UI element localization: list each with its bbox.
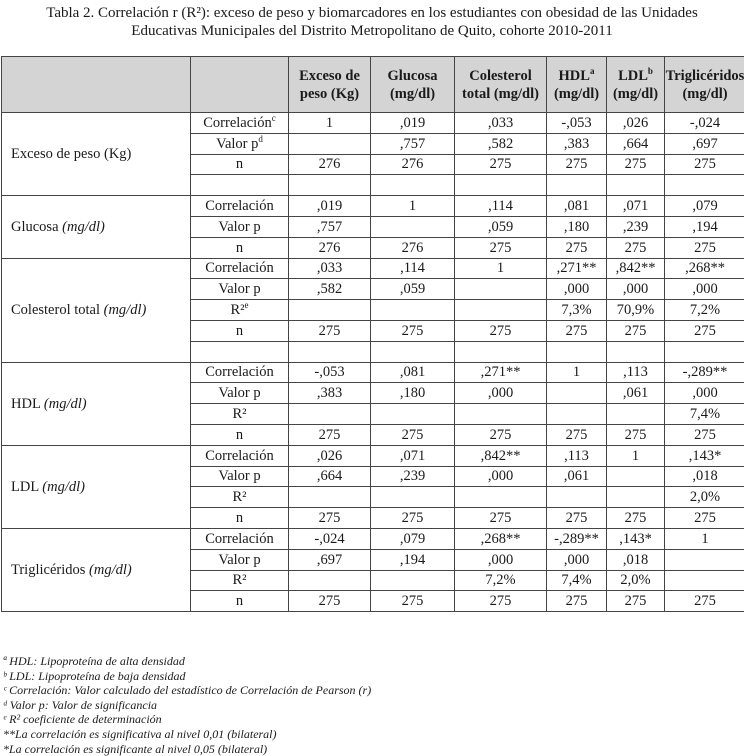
table-cell: 2,0% bbox=[607, 570, 665, 591]
stat-superscript: c bbox=[272, 113, 276, 123]
table-cell: ,061 bbox=[607, 383, 665, 404]
table-cell: ,000 bbox=[547, 279, 607, 300]
table-cell: ,271** bbox=[547, 258, 607, 279]
table-cell: -,053 bbox=[289, 362, 371, 383]
table-cell: ,071 bbox=[371, 445, 455, 466]
group-label-unit: (mg/dl) bbox=[42, 479, 85, 495]
stat-label bbox=[191, 591, 289, 612]
group-label-unit: (mg/dl) bbox=[104, 302, 147, 318]
table-cell: ,000 bbox=[607, 279, 665, 300]
group-label-text: Glucosa bbox=[11, 219, 59, 235]
table-cell: ,842** bbox=[455, 445, 547, 466]
correlation-table bbox=[1, 56, 744, 612]
group-label-text: Colesterol total bbox=[11, 302, 100, 318]
header-hdl-sup: a bbox=[590, 66, 595, 76]
table-body bbox=[2, 113, 744, 612]
table-cell bbox=[547, 341, 607, 362]
table-cell: ,061 bbox=[547, 466, 607, 487]
table-cell: 1 bbox=[371, 196, 455, 217]
header-trigliceridos: Triglicéridos (mg/dl) bbox=[665, 57, 744, 113]
stat-label-text: n bbox=[236, 593, 243, 609]
stat-label-text: Correlación bbox=[205, 531, 273, 547]
table-cell: 275 bbox=[607, 424, 665, 445]
stat-label bbox=[191, 528, 289, 549]
header-exceso-peso: Exceso de peso (Kg) bbox=[289, 57, 371, 113]
table-cell bbox=[371, 487, 455, 508]
table-cell: ,239 bbox=[607, 216, 665, 237]
table-cell bbox=[289, 487, 371, 508]
table-cell: 275 bbox=[371, 320, 455, 341]
table-cell: 275 bbox=[547, 591, 607, 612]
stat-label bbox=[191, 113, 289, 134]
stat-label bbox=[191, 362, 289, 383]
table-cell: 275 bbox=[607, 508, 665, 529]
table-cell: ,019 bbox=[289, 196, 371, 217]
table-cell: 275 bbox=[371, 591, 455, 612]
table-cell: ,180 bbox=[547, 216, 607, 237]
stat-label bbox=[191, 216, 289, 237]
stat-label-text: Correlación bbox=[205, 198, 273, 214]
stat-label bbox=[191, 404, 289, 425]
table-cell: ,268** bbox=[455, 528, 547, 549]
table-cell bbox=[289, 341, 371, 362]
stat-label bbox=[191, 320, 289, 341]
stat-label-text: Correlación bbox=[203, 115, 271, 131]
table-cell: 275 bbox=[665, 154, 744, 175]
table-cell: ,033 bbox=[455, 113, 547, 134]
table-cell: ,143* bbox=[665, 445, 744, 466]
table-cell: 275 bbox=[665, 508, 744, 529]
table-cell: 276 bbox=[289, 237, 371, 258]
table-cell: ,194 bbox=[665, 216, 744, 237]
stat-superscript: d bbox=[258, 134, 263, 144]
table-cell bbox=[665, 549, 744, 570]
stat-label bbox=[191, 133, 289, 154]
stat-label bbox=[191, 300, 289, 321]
table-cell: 275 bbox=[665, 591, 744, 612]
header-hdl-label: HDL bbox=[559, 68, 590, 84]
table-cell: -,024 bbox=[289, 528, 371, 549]
table-cell: 275 bbox=[547, 237, 607, 258]
group-label-unit: (mg/dl) bbox=[44, 396, 87, 412]
table-cell: ,697 bbox=[665, 133, 744, 154]
table-cell: 7,4% bbox=[547, 570, 607, 591]
table-cell: 275 bbox=[455, 424, 547, 445]
table-row bbox=[2, 445, 744, 466]
stat-label-text: Valor p bbox=[218, 219, 260, 235]
header-row bbox=[2, 57, 744, 113]
table-cell bbox=[547, 404, 607, 425]
stat-label-text: Correlación bbox=[205, 448, 273, 464]
table-cell: 275 bbox=[289, 591, 371, 612]
table-cell: 275 bbox=[607, 237, 665, 258]
table-cell: ,079 bbox=[371, 528, 455, 549]
table-cell: ,114 bbox=[371, 258, 455, 279]
stat-label-text: n bbox=[236, 427, 243, 443]
table-cell: 275 bbox=[289, 508, 371, 529]
table-cell: 276 bbox=[289, 154, 371, 175]
header-colesterol: Colesterol total (mg/dl) bbox=[455, 57, 547, 113]
header-glucosa: Glucosa (mg/dl) bbox=[371, 57, 455, 113]
table-cell bbox=[371, 341, 455, 362]
table-cell: ,664 bbox=[607, 133, 665, 154]
table-cell bbox=[371, 404, 455, 425]
stat-label-text: R² bbox=[232, 572, 246, 588]
table-cell: 7,4% bbox=[665, 404, 744, 425]
table-cell: ,033 bbox=[289, 258, 371, 279]
table-cell: ,194 bbox=[371, 549, 455, 570]
table-cell: 1 bbox=[455, 258, 547, 279]
table-cell bbox=[455, 175, 547, 196]
table-cell bbox=[455, 487, 547, 508]
stat-label-text: Valor p bbox=[216, 136, 258, 152]
stat-label bbox=[191, 508, 289, 529]
table-cell bbox=[665, 341, 744, 362]
table-cell: ,268** bbox=[665, 258, 744, 279]
table-row bbox=[2, 362, 744, 383]
table-cell: ,000 bbox=[455, 466, 547, 487]
stat-label bbox=[191, 424, 289, 445]
table-cell: 7,2% bbox=[665, 300, 744, 321]
table-cell: 275 bbox=[455, 237, 547, 258]
stat-label-text: Correlación bbox=[205, 364, 273, 380]
table-cell: ,114 bbox=[455, 196, 547, 217]
stat-label bbox=[191, 487, 289, 508]
table-cell: -,024 bbox=[665, 113, 744, 134]
table-cell: ,383 bbox=[547, 133, 607, 154]
table-cell: ,059 bbox=[371, 279, 455, 300]
table-cell bbox=[371, 175, 455, 196]
table-cell bbox=[547, 383, 607, 404]
stat-label bbox=[191, 466, 289, 487]
row-group-label bbox=[2, 362, 191, 445]
header-hdl bbox=[547, 57, 607, 113]
footnote: ᶜ Correlación: Valor calculado del estadístico de Correlación de Pearson (r) bbox=[3, 683, 743, 698]
table-cell bbox=[289, 175, 371, 196]
row-group-label bbox=[2, 258, 191, 362]
header-empty-cell-2 bbox=[191, 57, 289, 113]
stat-label bbox=[191, 341, 289, 362]
table-cell: ,664 bbox=[289, 466, 371, 487]
table-cell: 2,0% bbox=[665, 487, 744, 508]
table-cell: 275 bbox=[455, 591, 547, 612]
row-group-label bbox=[2, 196, 191, 258]
table-cell: 275 bbox=[371, 424, 455, 445]
header-empty-cell bbox=[2, 57, 191, 113]
table-cell bbox=[289, 300, 371, 321]
table-cell: ,071 bbox=[607, 196, 665, 217]
header-ldl-sup: b bbox=[648, 66, 653, 76]
stat-label-text: Correlación bbox=[205, 260, 273, 276]
table-row bbox=[2, 528, 744, 549]
table-cell: 275 bbox=[547, 320, 607, 341]
table-cell: ,000 bbox=[665, 279, 744, 300]
table-cell: ,842** bbox=[607, 258, 665, 279]
table-cell bbox=[455, 404, 547, 425]
table-cell: ,018 bbox=[607, 549, 665, 570]
table-cell: ,582 bbox=[455, 133, 547, 154]
table-cell: ,582 bbox=[289, 279, 371, 300]
table-cell: 275 bbox=[607, 320, 665, 341]
table-cell: 7,2% bbox=[455, 570, 547, 591]
table-cell bbox=[547, 487, 607, 508]
footnote: ᵈ Valor p: Valor de significancia bbox=[3, 698, 743, 713]
stat-label-text: Valor p bbox=[218, 552, 260, 568]
table-cell: 275 bbox=[607, 591, 665, 612]
row-group-label bbox=[2, 528, 191, 611]
footnote: ᵉ R² coeficiente de determinación bbox=[3, 712, 743, 727]
stat-label bbox=[191, 549, 289, 570]
stat-label-text: R² bbox=[230, 302, 244, 318]
group-label-text: Exceso de peso (Kg) bbox=[11, 146, 131, 162]
stat-label-text: R² bbox=[232, 406, 246, 422]
table-cell bbox=[455, 300, 547, 321]
table-cell: 276 bbox=[371, 154, 455, 175]
table-cell: 275 bbox=[665, 424, 744, 445]
table-row bbox=[2, 113, 744, 134]
table-cell bbox=[607, 404, 665, 425]
table-cell: 275 bbox=[371, 508, 455, 529]
table-cell: 276 bbox=[371, 237, 455, 258]
group-label-text: HDL bbox=[11, 396, 40, 412]
table-cell: ,026 bbox=[607, 113, 665, 134]
footnote: **La correlación es significativa al nivel 0,01 (bilateral) bbox=[3, 727, 743, 742]
table-cell bbox=[455, 341, 547, 362]
table-cell: -,289** bbox=[547, 528, 607, 549]
group-label-text: LDL bbox=[11, 479, 39, 495]
table-cell: ,113 bbox=[547, 445, 607, 466]
table-cell bbox=[371, 570, 455, 591]
stat-label bbox=[191, 570, 289, 591]
footnote: ª HDL: Lipoproteína de alta densidad bbox=[3, 654, 743, 669]
table-cell: 275 bbox=[665, 237, 744, 258]
table-cell: 275 bbox=[455, 508, 547, 529]
table-cell: ,180 bbox=[371, 383, 455, 404]
table-cell bbox=[289, 404, 371, 425]
table-cell: 275 bbox=[547, 154, 607, 175]
table-cell: 1 bbox=[547, 362, 607, 383]
stat-label bbox=[191, 154, 289, 175]
title-line-2: Educativas Municipales del Distrito Metropolitano de Quito, cohorte 2010-2011 bbox=[0, 22, 744, 40]
table-cell: ,026 bbox=[289, 445, 371, 466]
stat-label bbox=[191, 237, 289, 258]
table-cell: ,019 bbox=[371, 113, 455, 134]
stat-label-text: n bbox=[236, 323, 243, 339]
table-cell bbox=[607, 466, 665, 487]
table-cell: ,383 bbox=[289, 383, 371, 404]
table-cell bbox=[289, 133, 371, 154]
header-ldl bbox=[607, 57, 665, 113]
table-row bbox=[2, 258, 744, 279]
table-cell: ,271** bbox=[455, 362, 547, 383]
stat-label bbox=[191, 445, 289, 466]
table-title bbox=[0, 4, 744, 40]
table-cell: ,143* bbox=[607, 528, 665, 549]
table-cell: 275 bbox=[665, 320, 744, 341]
table-cell: 7,3% bbox=[547, 300, 607, 321]
table-cell: ,113 bbox=[607, 362, 665, 383]
table-cell: 275 bbox=[547, 508, 607, 529]
group-label-text: Triglicéridos bbox=[11, 562, 85, 578]
table-cell: 275 bbox=[547, 424, 607, 445]
table-cell: 1 bbox=[607, 445, 665, 466]
table-header bbox=[2, 57, 744, 113]
table-cell bbox=[607, 175, 665, 196]
stat-label-text: Valor p bbox=[218, 468, 260, 484]
table-cell: -,289** bbox=[665, 362, 744, 383]
stat-label-text: n bbox=[236, 156, 243, 172]
stat-label-text: n bbox=[236, 510, 243, 526]
group-label-unit: (mg/dl) bbox=[89, 562, 132, 578]
table-cell: ,081 bbox=[547, 196, 607, 217]
table-cell: 275 bbox=[607, 154, 665, 175]
table-cell: ,000 bbox=[665, 383, 744, 404]
table-cell: 275 bbox=[455, 320, 547, 341]
table-cell bbox=[665, 175, 744, 196]
table-cell: ,018 bbox=[665, 466, 744, 487]
header-hdl-unit: (mg/dl) bbox=[554, 86, 599, 102]
stat-label bbox=[191, 175, 289, 196]
table-cell: 1 bbox=[289, 113, 371, 134]
table-cell: 1 bbox=[665, 528, 744, 549]
table-cell bbox=[547, 175, 607, 196]
table-cell bbox=[371, 216, 455, 237]
stat-label bbox=[191, 383, 289, 404]
table-cell bbox=[455, 279, 547, 300]
title-line-1: Tabla 2. Correlación r (R²): exceso de peso y biomarcadores en los estudiantes con obesidad de las Unidades bbox=[0, 4, 744, 22]
table-row bbox=[2, 196, 744, 217]
table-cell: ,079 bbox=[665, 196, 744, 217]
table-cell: ,757 bbox=[371, 133, 455, 154]
table-cell bbox=[607, 341, 665, 362]
footnote: *La correlación es significante al nivel 0,05 (bilateral) bbox=[3, 742, 743, 756]
table-cell: 70,9% bbox=[607, 300, 665, 321]
stat-label-text: Valor p bbox=[218, 385, 260, 401]
header-ldl-unit: (mg/dl) bbox=[613, 86, 658, 102]
table-cell: ,000 bbox=[455, 383, 547, 404]
row-group-label bbox=[2, 445, 191, 528]
group-label-unit: (mg/dl) bbox=[62, 219, 105, 235]
stat-label-text: Valor p bbox=[218, 281, 260, 297]
stat-label bbox=[191, 279, 289, 300]
table-cell: -,053 bbox=[547, 113, 607, 134]
table-cell bbox=[665, 570, 744, 591]
row-group-label bbox=[2, 113, 191, 196]
table-cell: ,059 bbox=[455, 216, 547, 237]
stat-label-text: n bbox=[236, 240, 243, 256]
table-cell: ,000 bbox=[455, 549, 547, 570]
table-cell: ,239 bbox=[371, 466, 455, 487]
footnote: ᵇ LDL: Lipoproteína de baja densidad bbox=[3, 669, 743, 684]
stat-label bbox=[191, 196, 289, 217]
table-cell: 275 bbox=[289, 320, 371, 341]
table-cell bbox=[607, 487, 665, 508]
table-cell bbox=[371, 300, 455, 321]
stat-superscript: e bbox=[245, 300, 249, 310]
table-cell bbox=[289, 570, 371, 591]
table-cell: 275 bbox=[455, 154, 547, 175]
stat-label bbox=[191, 258, 289, 279]
table-cell: ,081 bbox=[371, 362, 455, 383]
footnotes bbox=[3, 654, 743, 756]
header-ldl-label: LDL bbox=[618, 68, 648, 84]
table-cell: ,697 bbox=[289, 549, 371, 570]
stat-label-text: R² bbox=[232, 489, 246, 505]
table-cell: ,000 bbox=[547, 549, 607, 570]
table-cell: ,757 bbox=[289, 216, 371, 237]
table-cell: 275 bbox=[289, 424, 371, 445]
